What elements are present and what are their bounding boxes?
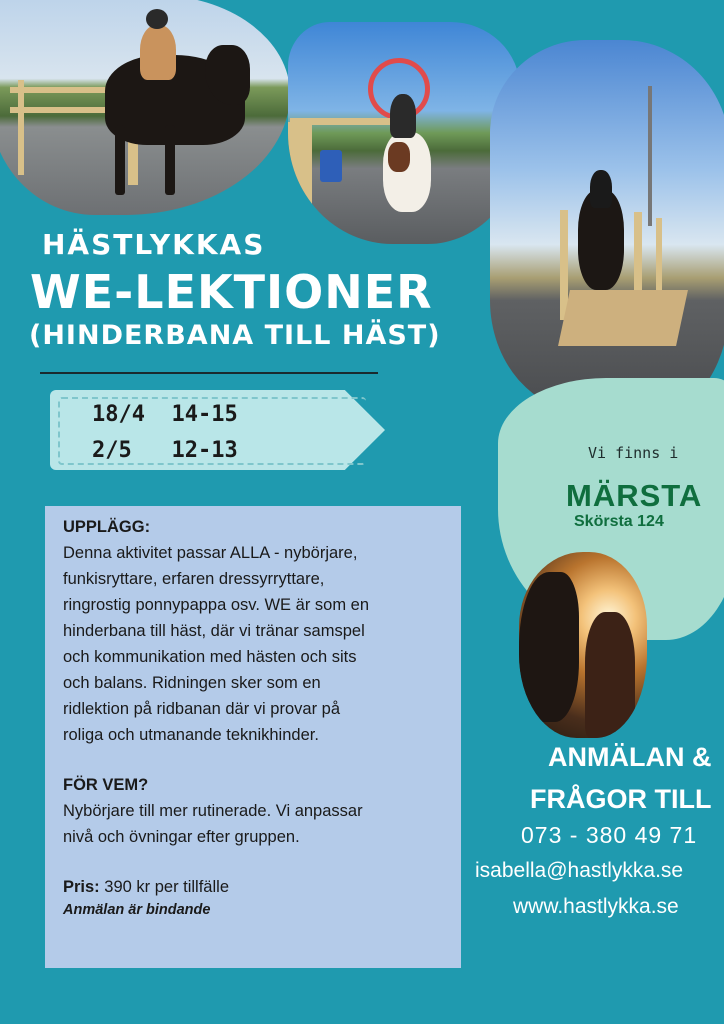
price-line — [63, 874, 449, 900]
horse-leg — [115, 125, 125, 195]
wooden-bridge — [558, 290, 688, 346]
location-town: MÄRSTA — [566, 478, 703, 513]
divider — [40, 372, 378, 374]
page-title: WE-LEKTIONER — [30, 265, 433, 319]
rider — [590, 170, 612, 208]
upplagg-line: ringrostig ponnypappa osv. WE är som en — [63, 596, 370, 614]
photo-rider-fence — [0, 0, 290, 215]
spacer — [63, 850, 449, 874]
for-vem-line: nivå och övningar efter gruppen. — [63, 828, 300, 846]
fence-post — [18, 80, 24, 175]
upplagg-line: Denna aktivitet passar ALLA - nybörjare, — [63, 544, 358, 562]
rider-helmet — [146, 9, 168, 29]
lamp-post — [648, 86, 652, 226]
location-address: Skörsta 124 — [574, 513, 664, 530]
horse-patch — [388, 142, 410, 172]
photo-rider-bridge — [490, 40, 724, 412]
rider — [390, 94, 416, 138]
upplagg-line: och kommunikation med hästen och sits — [63, 648, 357, 666]
horse-head — [519, 572, 579, 722]
location-blob-top — [520, 380, 700, 490]
photo-woman-horse — [519, 552, 647, 738]
upplagg-heading: UPPLÄGG: — [63, 518, 151, 536]
contact-heading-line1: ANMÄLAN & — [548, 742, 712, 772]
date-line-1: 18/4 14-15 — [92, 402, 238, 427]
obstacle-post — [288, 122, 312, 222]
woman — [585, 612, 635, 738]
page-subtitle: (HINDERBANA TILL HÄST) — [29, 320, 441, 351]
fence-rail — [10, 87, 120, 93]
fence-rail — [10, 107, 120, 113]
rider — [140, 25, 176, 80]
price-value: 390 kr per tillfälle — [99, 878, 229, 896]
upplagg-line: ridlektion på ridbanan där vi provar på — [63, 700, 340, 718]
location-intro: Vi finns i — [588, 444, 679, 462]
horse-leg — [165, 125, 175, 195]
contact-heading-line2: FRÅGOR TILL — [530, 784, 712, 814]
contact-website[interactable]: www.hastlykka.se — [513, 895, 679, 918]
photo-rider-hoop — [288, 22, 520, 244]
barrel — [320, 150, 342, 182]
contact-phone[interactable]: 073 - 380 49 71 — [521, 822, 698, 848]
title-small: HÄSTLYKKAS — [42, 228, 266, 261]
upplagg-line: och balans. Ridningen sker som en — [63, 674, 321, 692]
binding-notice: Anmälan är bindande — [63, 902, 211, 918]
upplagg-line: hinderbana till häst, där vi tränar samspel — [63, 622, 365, 640]
for-vem-heading: FÖR VEM? — [63, 776, 149, 794]
spacer — [63, 748, 449, 772]
date-line-2: 2/5 12-13 — [92, 438, 238, 463]
upplagg-line: roliga och utmanande teknikhinder. — [63, 726, 319, 744]
contact-email[interactable]: isabella@hastlykka.se — [475, 859, 684, 882]
upplagg-line: funkisryttare, erfaren dressyrryttare, — [63, 570, 325, 588]
info-box — [45, 506, 461, 968]
price-label: Pris: — [63, 878, 100, 896]
for-vem-line: Nybörjare till mer rutinerade. Vi anpassar — [63, 802, 363, 820]
